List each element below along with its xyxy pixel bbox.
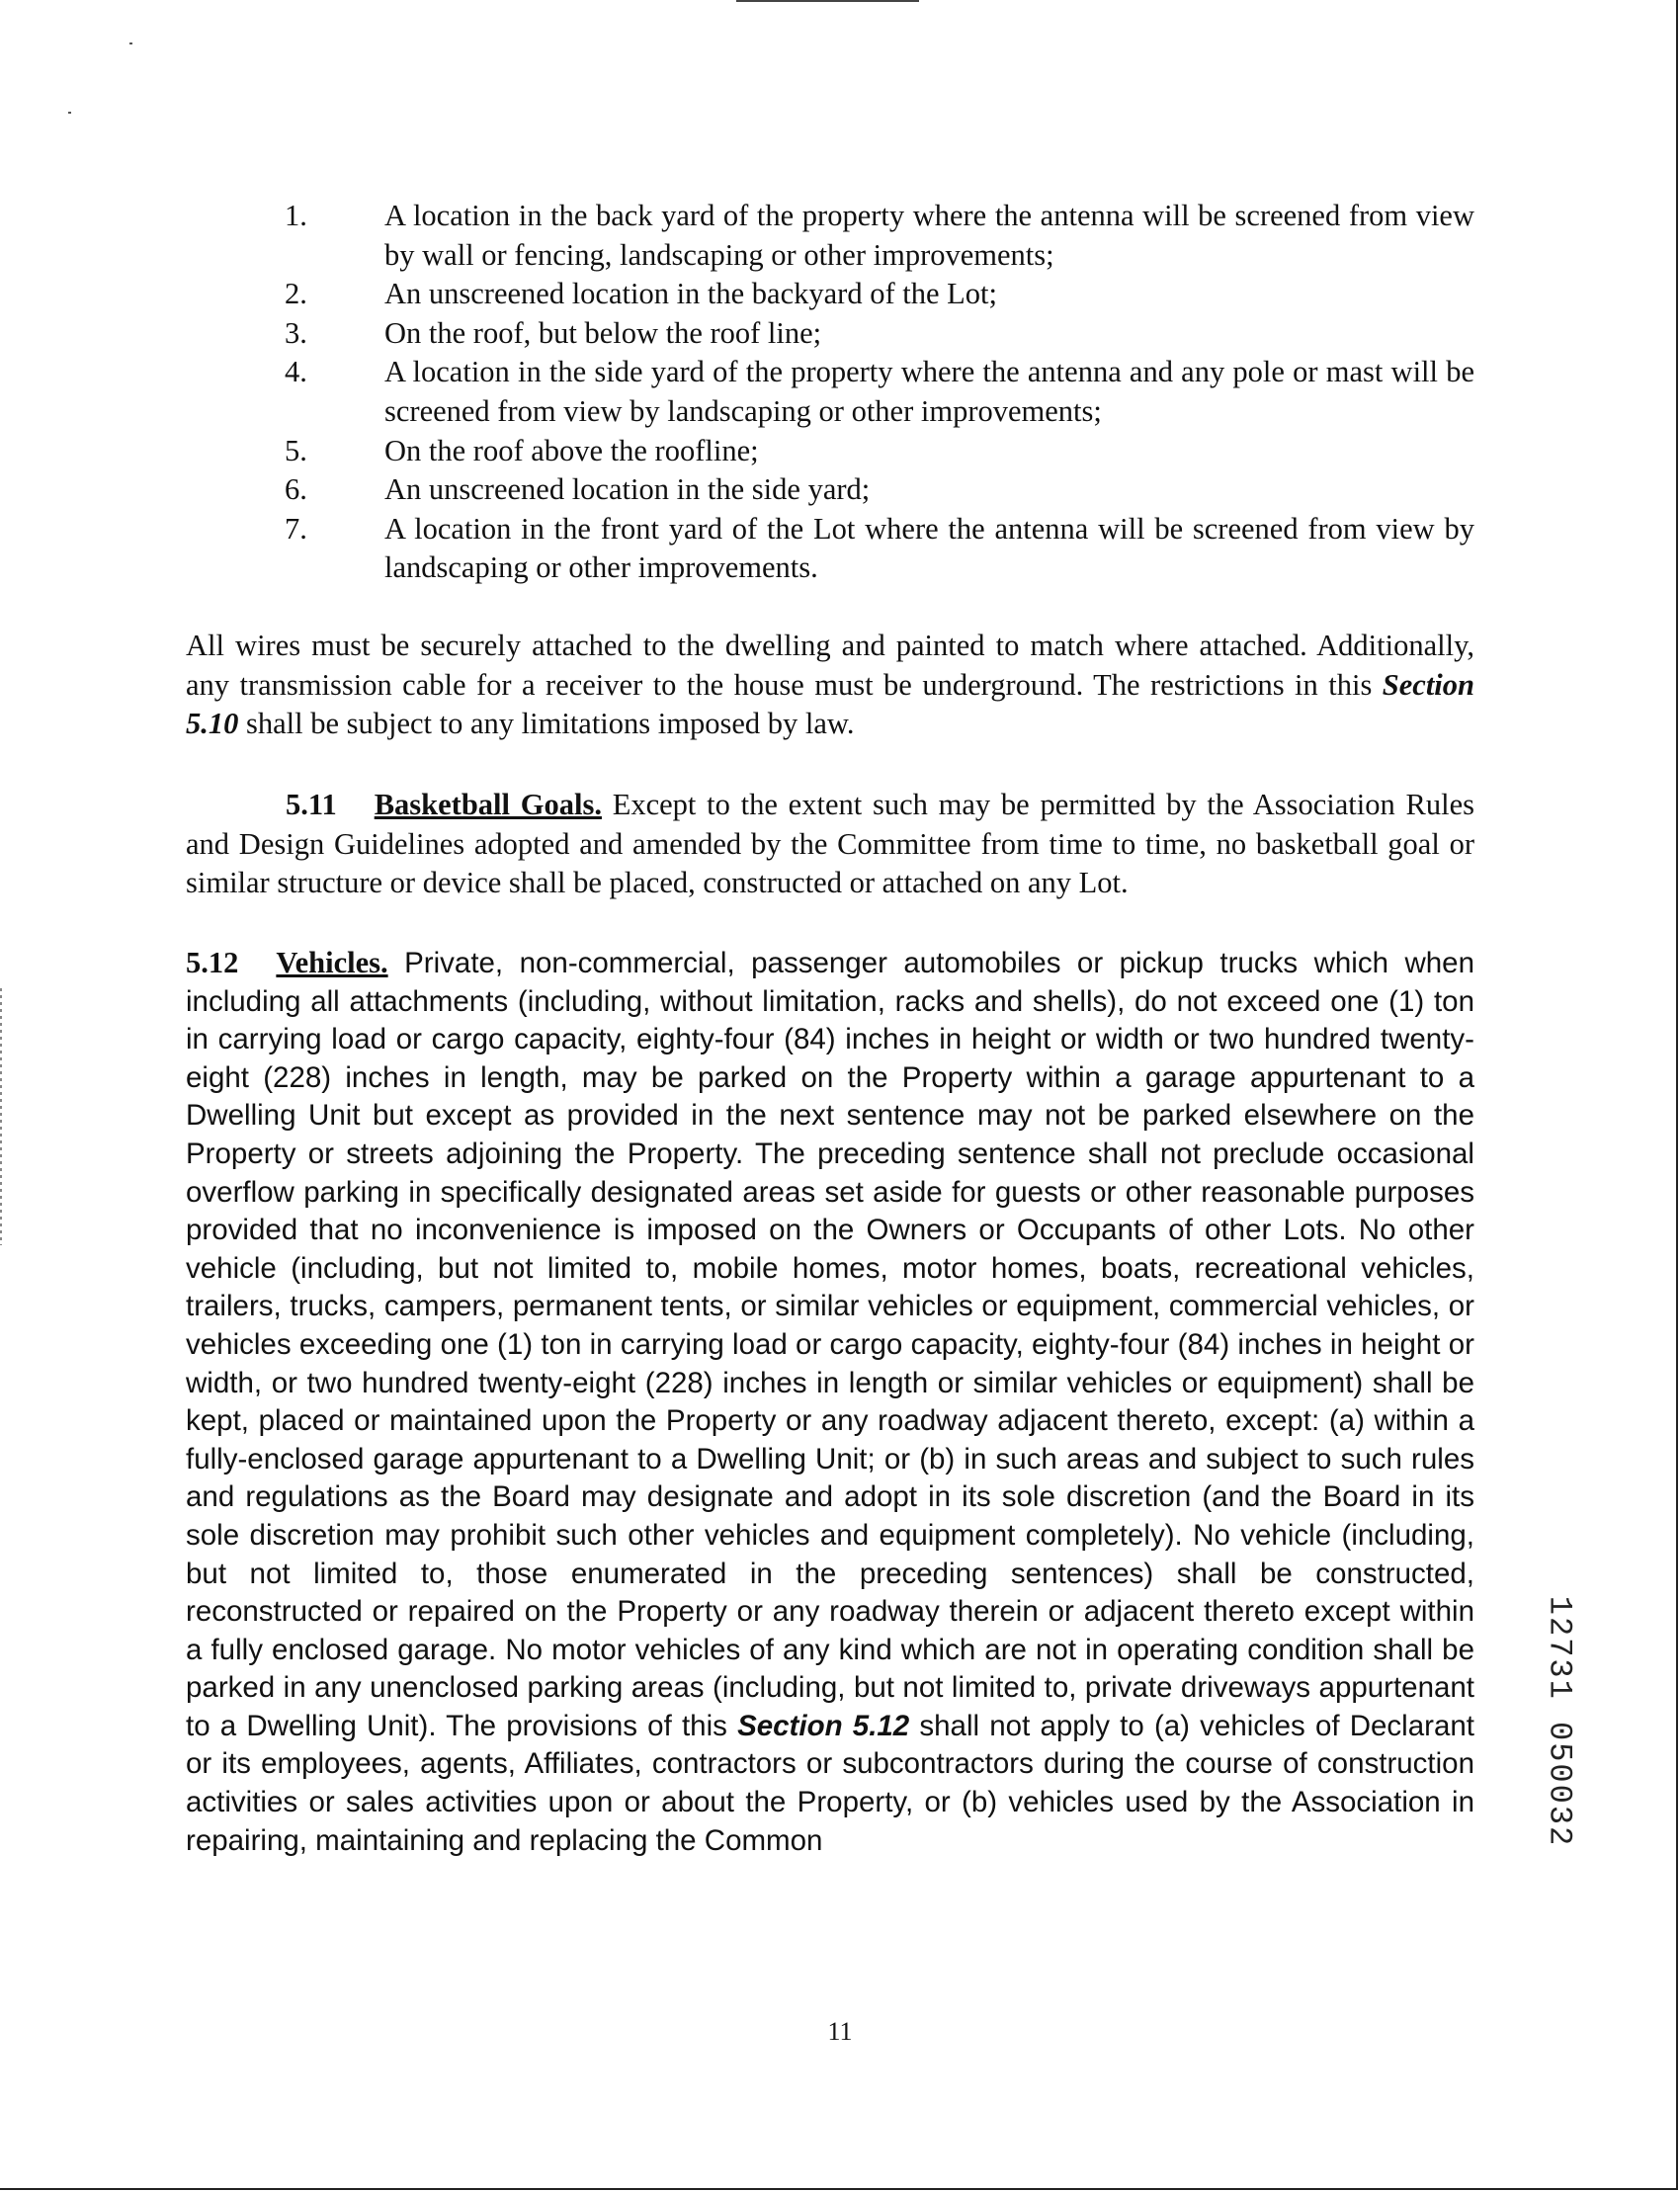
wires-text: All wires must be securely attached to the dwelling and painted to match where attached. Additionally, any transmission cable for a receiver to the house must be underground. The restrictions in this xyxy=(186,629,1474,702)
scan-speck xyxy=(68,112,71,114)
list-item-number: 3. xyxy=(285,315,307,350)
list-item-number: 5. xyxy=(285,433,307,467)
section-title: Basketball Goals. xyxy=(374,788,602,821)
list-item xyxy=(285,353,1474,431)
recording-stamp-text: 12731 050032 xyxy=(1541,1595,1578,1848)
list-item-number: 4. xyxy=(285,355,307,389)
list-item-text: A location in the side yard of the property where the antenna and any pole or mast will be screened from view by landscaping or other improvements; xyxy=(384,355,1474,428)
list-item-number: 1. xyxy=(285,199,307,232)
list-item-text: An unscreened location in the backyard of the Lot; xyxy=(384,277,997,311)
list-item xyxy=(285,470,1474,510)
section-reference: Section 5.10 xyxy=(186,667,1474,741)
section-body: Private, non-commercial, passenger automobiles or pickup trucks which when including all attachments (including, without limitation, racks and shells), do not exceed one (1) ton in carrying load or cargo capacity, eighty-four (84) inches in height or width or two hundred twenty-eight (228) inches in length, may be parked on the Property within a garage appurtenant to a Dwelling Unit but except as provided in the next sentence may not be parked elsewhere on the Property or streets adjoining the Property. The preceding sentence shall not preclude occasional overflow parking in specifically designated areas set aside for guests or other reasonable purposes provided that no inconvenience is imposed on the Owners or Occupants of other Lots. No other vehicle (including, but not limited to, mobile homes, motor homes, boats, recreational vehicles, trailers, trucks, campers, permanent tents, or similar vehicles or equipment, commercial vehicles, or vehicles exceeding one (1) ton in carrying load or cargo capacity, eighty-four (84) inches in height or width, or two hundred twenty-eight (228) inches in length or similar vehicles or equipment) shall be kept, placed or maintained upon the Property or any roadway adjacent thereto, except: (a) within a fully-enclosed garage appurtenant to a Dwelling Unit; or (b) in such areas and subject to such rules and regulations as the Board may designate and adopt in its sole discretion (and the Board in its sole discretion may prohibit such other vehicles and equipment completely). No vehicle (including, but not limited to, those enumerated in the preceding sentences) shall be constructed, reconstructed or repaired on the Property or any roadway therein or adjacent thereto except within a fully enclosed garage. No motor vehicles of any kind which are not in operating condition shall be parked in any unenclosed parking areas (including, but not limited to, private driveways appurtenant to a Dwelling Unit). The provisions of this xyxy=(186,947,1474,1742)
list-item xyxy=(285,510,1474,588)
section-title: Vehicles. xyxy=(276,946,388,979)
antenna-location-list xyxy=(285,197,1474,588)
top-scan-rule xyxy=(736,0,919,2)
section-body: Except to the extent such may be permitted by the Association Rules and Design Guidelines adopted and amended by the Committee from time to time, no basketball goal or similar structure or device shall be placed, constructed or attached on any Lot. xyxy=(186,788,1474,900)
section-number: 5.11 xyxy=(286,788,337,821)
list-item xyxy=(285,432,1474,471)
list-item-number: 7. xyxy=(285,511,307,546)
list-item-text: A location in the back yard of the property where the antenna will be screened from view by wall or fencing, landscaping or other improvements; xyxy=(384,199,1474,272)
page-number: 11 xyxy=(827,2017,853,2046)
scan-speck xyxy=(129,42,132,44)
list-item-number: 6. xyxy=(285,472,307,507)
list-item-text: An unscreened location in the side yard; xyxy=(384,472,871,507)
list-item-text: A location in the front yard of the Lot where the antenna will be screened from view by landscaping or other improvements. xyxy=(384,511,1474,585)
section-body-end: shall not apply to (a) vehicles of Declarant or its employees, agents, Affiliates, contractors or subcontractors during the course of construction activities or sales activities upon or about the Property, or (b) vehicles used by the Association in repairing, maintaining and replacing the Common xyxy=(186,1709,1474,1857)
left-margin-scan-marks xyxy=(0,988,2,1245)
recording-stamp xyxy=(1540,1588,1579,1855)
wires-paragraph xyxy=(186,627,1474,744)
list-item xyxy=(285,314,1474,354)
section-5-11 xyxy=(186,786,1474,903)
list-item xyxy=(285,275,1474,314)
section-5-12 xyxy=(186,944,1474,1860)
list-item-text: On the roof, but below the roof line; xyxy=(384,315,822,350)
section-number: 5.12 xyxy=(186,946,239,979)
list-item-text: On the roof above the roofline; xyxy=(384,433,759,467)
list-item-number: 2. xyxy=(285,277,307,311)
wires-text-end: shall be subject to any limitations imposed by law. xyxy=(238,707,855,741)
list-item xyxy=(285,197,1474,275)
section-reference: Section 5.12 xyxy=(737,1709,910,1742)
